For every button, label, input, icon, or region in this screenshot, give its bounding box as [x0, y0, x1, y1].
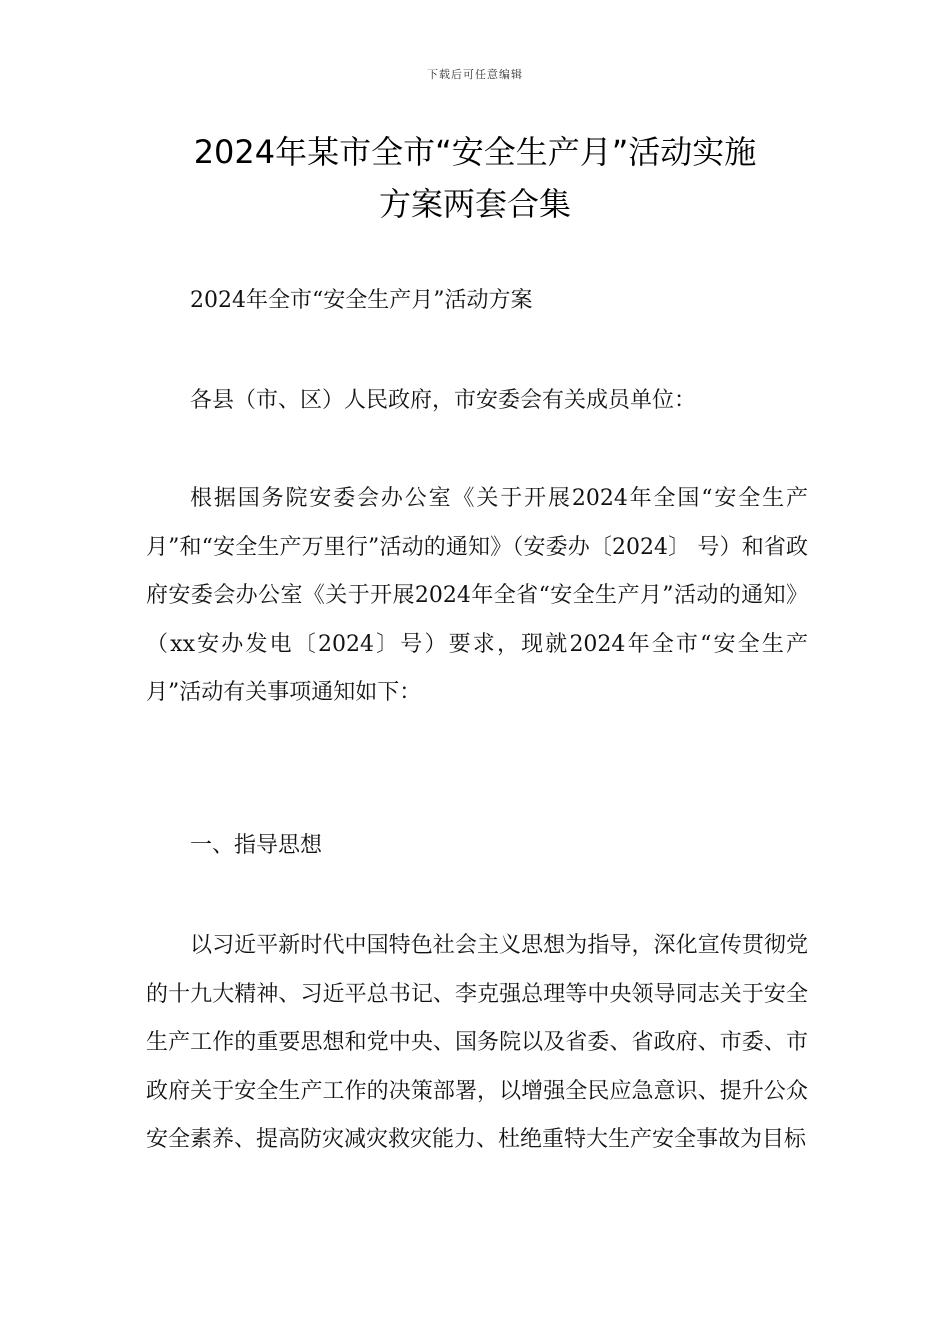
section-heading-guiding-ideology: 一、指导思想	[190, 833, 323, 858]
header-note: 下载后可任意编辑	[427, 68, 523, 81]
guiding-ideology-paragraph: 以习近平新时代中国特色社会主义思想为指导，深化宣传贯彻党的十九大精神、习近平总书记、李克强总理等中央领导同志关于安全生产工作的重要思想和党中央、国务院以及省委、省政府、市委、市政府关于安全生产工作的决策部署，以增强全民应急意识、提升公众安全素养、提高防灾减灾救灾能力、杜绝重特大生产安全事故为目标	[146, 933, 808, 1152]
title-line-2: 方案两套合集	[378, 185, 571, 223]
title-line-1: 2024年某市全市“安全生产月”活动实施	[193, 133, 757, 171]
plan-subtitle: 2024年全市“安全生产月”活动方案	[190, 288, 533, 313]
intro-paragraph: 根据国务院安委会办公室《关于开展2024年全国“安全生产月”和“安全生产万里行”活动的通知》（安委办〔2024〕 号）和省政府安委会办公室《关于开展2024年全省“安全生产月”活动的通知》（xx安办发电〔2024〕号）要求，现就2024年全市“安全生产月”活动有关事项通知如下：	[146, 486, 809, 705]
document-title	[130, 126, 820, 230]
salutation: 各县（市、区）人民政府，市安委会有关成员单位：	[190, 388, 697, 413]
